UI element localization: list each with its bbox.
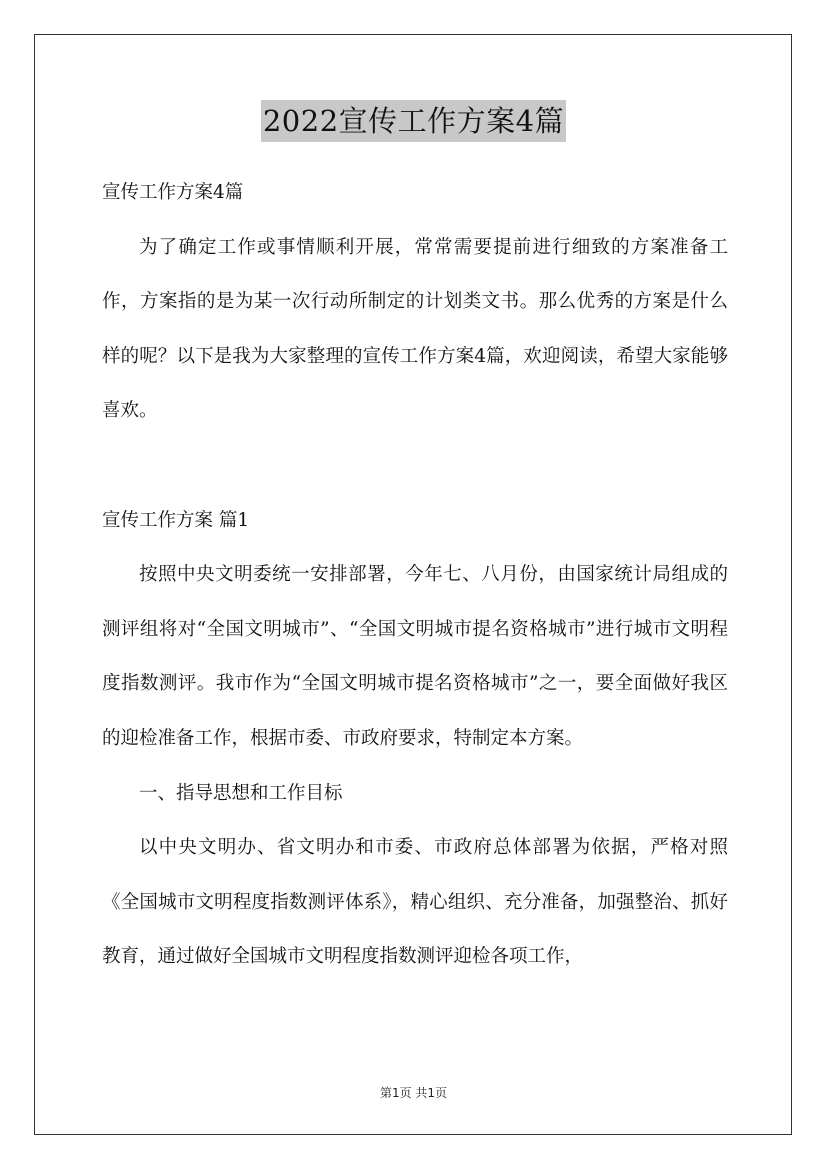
page-number: 第1页 共1页 (379, 1086, 448, 1100)
section-paragraph-1: 按照中央文明委统一安排部署，今年七、八月份，由国家统计局组成的测评组将对“全国文明城市”、“全国文明城市提名资格城市”进行城市文明程度指数测评。我市作为“全国文明城市提名资格城市”之一，要全面做好我区的迎检准备工作，根据市委、市政府要求，特制定本方案。 (102, 564, 728, 749)
intro-paragraph: 为了确定工作或事情顺利开展，常常需要提前进行细致的方案准备工作，方案指的是为某一次行动所制定的计划类文书。那么优秀的方案是什么样的呢？以下是我为大家整理的宣传工作方案4篇，欢迎阅读，希望大家能够喜欢。 (102, 236, 728, 422)
document-subtitle: 宣传工作方案4篇 (102, 182, 244, 203)
document-body (102, 166, 728, 985)
section-paragraph-2: 以中央文明办、省文明办和市委、市政府总体部署为依据，严格对照《全国城市文明程度指数测评体系》，精心组织、充分准备，加强整治、抓好教育，通过做好全国城市文明程度指数测评迎检各项工作， (102, 837, 728, 968)
section-subheading: 一、指导思想和工作目标 (139, 782, 343, 804)
blank-line (102, 439, 728, 494)
document-title: 2022宣传工作方案4篇 (261, 100, 566, 142)
section-heading: 宣传工作方案 篇1 (102, 509, 250, 531)
document-title-block (0, 100, 827, 142)
page-footer (0, 1084, 827, 1101)
